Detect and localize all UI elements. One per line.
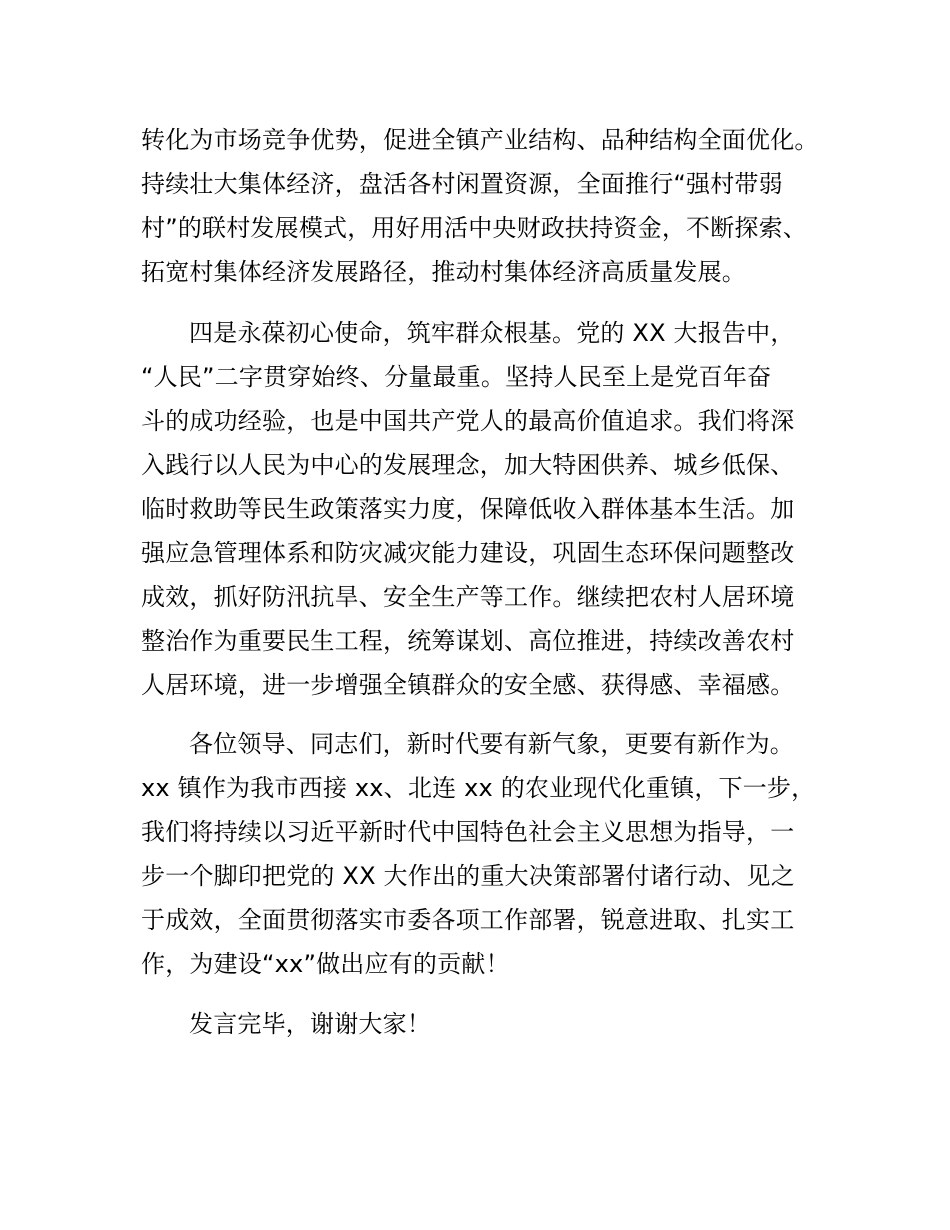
text-line: 村”的联村发展模式，用好用活中央财政扶持资金，不断探索、 [141,214,808,242]
text-line: 斗的成功经验，也是中国共产党人的最高价值追求。我们将深 [141,407,795,435]
text-line: 整治作为重要民生工程，统筹谋划、高位推进，持续改善农村 [141,627,795,655]
text-line: 步一个脚印把党的 XX 大作出的重大决策部署付诸行动、见之 [141,862,795,890]
text-line: “人民”二字贯穿始终、分量最重。坚持人民至上是党百年奋 [141,363,772,391]
text-line: 成效，抓好防汛抗旱、安全生产等工作。继续把农村人居环境 [141,583,795,611]
text-line: 于成效，全面贯彻落实市委各项工作部署，锐意进取、扎实工 [141,906,795,934]
text-line: 我们将持续以习近平新时代中国特色社会主义思想为指导，一 [141,818,795,846]
text-line: 持续壮大集体经济，盘活各村闲置资源，全面推行“强村带弱 [141,170,783,198]
text-line: 强应急管理体系和防灾减灾能力建设，巩固生态环保问题整改 [141,539,795,567]
text-line: 四是永葆初心使命，筑牢群众根基。党的 XX 大报告中， [189,319,795,347]
text-line: 临时救助等民生政策落实力度，保障低收入群体基本生活。加 [141,495,795,523]
text-line: 作，为建设“xx”做出应有的贡献！ [141,950,510,978]
text-line: 转化为市场竞争优势，促进全镇产业结构、品种结构全面优化。 [141,126,819,154]
text-line: 拓宽村集体经济发展路径，推动村集体经济高质量发展。 [141,258,746,286]
text-line: 各位领导、同志们，新时代要有新气象，更要有新作为。 [189,730,794,758]
text-line: 发言完毕，谢谢大家！ [189,1010,431,1038]
text-line: xx 镇作为我市西接 xx、北连 xx 的农业现代化重镇，下一步， [141,774,816,802]
text-line: 入践行以人民为中心的发展理念，加大特困供养、城乡低保、 [141,451,795,479]
text-line: 人居环境，进一步增强全镇群众的安全感、获得感、幸福感。 [141,671,795,699]
